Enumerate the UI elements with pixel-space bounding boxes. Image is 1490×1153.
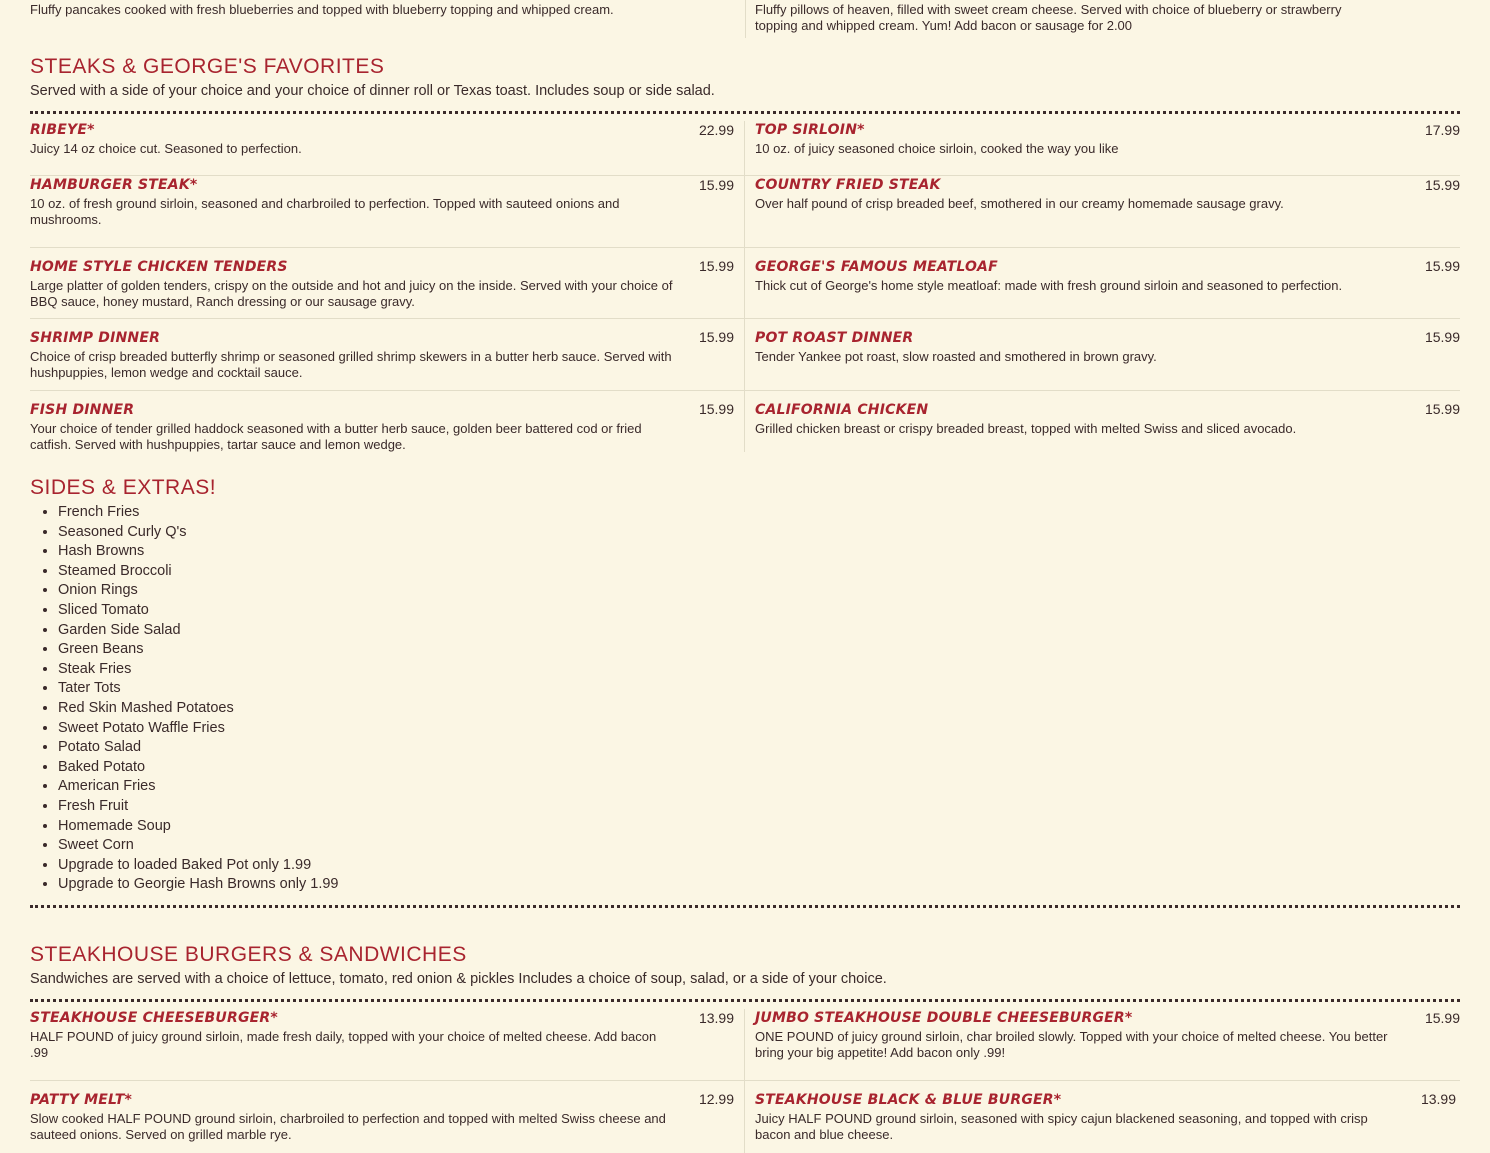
menu-item-price: 13.99 [1420, 1090, 1456, 1107]
menu-item-price: 15.99 [1424, 401, 1460, 417]
side-item: • Tater Tots [58, 679, 1460, 699]
section-description: Served with a side of your choice and your choice of dinner roll or Texas toast. Includes soup or side salad. [30, 83, 715, 99]
menu-item-name: GEORGE'S FAMOUS MEATLOAF [755, 259, 998, 275]
menu-item-price: 15.99 [1424, 177, 1460, 193]
menu-item-name: COUNTRY FRIED STEAK [755, 177, 941, 193]
side-item: • Baked Potato [58, 758, 1460, 778]
menu-item-name: TOP SIRLOIN* [755, 122, 865, 138]
menu-item-name: JUMBO STEAKHOUSE DOUBLE CHEESEBURGER* [755, 1009, 1133, 1026]
side-item: • Fresh Fruit [58, 797, 1460, 817]
section-title: STEAKHOUSE BURGERS & SANDWICHES [30, 942, 467, 966]
menu-item [745, 176, 1460, 248]
dotted-divider [30, 905, 1460, 908]
side-item: • Sweet Corn [58, 836, 1460, 856]
side-item: • Upgrade to Georgie Hash Browns only 1.99 [58, 875, 1460, 895]
menu-item [745, 391, 1460, 452]
menu-item [30, 248, 745, 319]
dotted-divider [30, 999, 1460, 1002]
section-steaks [30, 54, 1460, 452]
menu-item-description: ONE POUND of juicy ground sirloin, char broiled slowly. Topped with your choice of melted cheese. You better bring your big appetite! Add bacon only .99! [755, 1028, 1388, 1060]
menu-item-name: RIBEYE* [30, 122, 95, 138]
menu-grid [30, 1009, 1460, 1153]
menu-page [30, 0, 1460, 1153]
menu-item [745, 1081, 1460, 1153]
section-title: STEAKS & GEORGE'S FAVORITES [30, 55, 385, 78]
menu-item [745, 248, 1460, 319]
menu-item-price: 15.99 [698, 329, 734, 345]
menu-item-description: Juicy HALF POUND ground sirloin, seasoned with spicy cajun blackened seasoning, and topped with crisp bacon and blue cheese. [755, 1110, 1368, 1142]
column-divider [745, 0, 746, 38]
side-item: • Green Beans [58, 640, 1460, 660]
side-item: • Sliced Tomato [58, 601, 1460, 621]
menu-item-price: 12.99 [698, 1090, 734, 1107]
menu-item [30, 1009, 745, 1081]
menu-item-description: Over half pound of crisp breaded beef, smothered in our creamy homemade sausage gravy. [755, 196, 1284, 211]
menu-item-price: 15.99 [698, 258, 734, 274]
menu-item [745, 121, 1460, 176]
menu-item-blintzes [755, 0, 1365, 34]
menu-item-name: HAMBURGER STEAK* [30, 177, 198, 193]
side-item: • Hash Browns [58, 542, 1460, 562]
menu-item-price: 15.99 [698, 401, 734, 417]
menu-item [745, 1009, 1460, 1081]
side-item: • Sweet Potato Waffle Fries [58, 719, 1460, 739]
section-sides [30, 475, 1460, 908]
menu-item-price: 22.99 [698, 122, 734, 138]
menu-item-description: Tender Yankee pot roast, slow roasted and smothered in brown gravy. [755, 349, 1157, 364]
side-item: • Homemade Soup [58, 817, 1460, 837]
menu-item-price: 13.99 [698, 1009, 734, 1026]
menu-item-name: CALIFORNIA CHICKEN [755, 402, 929, 418]
menu-item-description: HALF POUND of juicy ground sirloin, made fresh daily, topped with your choice of melted cheese. Add bacon .99 [30, 1028, 657, 1060]
menu-item-price: 15.99 [1424, 258, 1460, 274]
menu-item [30, 1081, 745, 1153]
menu-item-description: 10 oz. of juicy seasoned choice sirloin, cooked the way you like [755, 141, 1119, 156]
side-item: • Steamed Broccoli [58, 562, 1460, 582]
side-item: • Seasoned Curly Q's [58, 523, 1460, 543]
dotted-divider [30, 111, 1460, 114]
menu-item-name: POT ROAST DINNER [755, 330, 914, 346]
menu-item-description: Your choice of tender grilled haddock seasoned with a butter herb sauce, golden beer battered cod or fried catfish. Served with hushpuppies, tartar sauce and lemon wedge. [30, 421, 642, 452]
menu-item-double-blue-pancakes [30, 0, 680, 18]
menu-item [30, 121, 745, 176]
menu-item [745, 319, 1460, 391]
menu-item-description: Fluffy pillows of heaven, filled with sweet cream cheese. Served with choice of blueberry or strawberry topping and whipped cream. Yum! Add bacon or sausage for 2.00 [755, 2, 1342, 33]
side-item: • Upgrade to loaded Baked Pot only 1.99 [58, 856, 1460, 876]
menu-item-name: STEAKHOUSE BLACK & BLUE BURGER* [755, 1091, 1062, 1108]
sides-list [30, 503, 1460, 895]
section-burgers [30, 942, 1460, 1153]
menu-item-price: 15.99 [698, 177, 734, 193]
menu-item-name: STEAKHOUSE CHEESEBURGER* [30, 1009, 278, 1026]
menu-item-price: 15.99 [1424, 1009, 1460, 1026]
menu-item-name: PATTY MELT* [30, 1091, 133, 1108]
side-item: • American Fries [58, 777, 1460, 797]
previous-section-items [30, 0, 1460, 54]
side-item: • French Fries [58, 503, 1460, 523]
menu-item-description: Grilled chicken breast or crispy breaded breast, topped with melted Swiss and sliced avocado. [755, 421, 1297, 436]
menu-item-name: HOME STYLE CHICKEN TENDERS [30, 259, 288, 275]
menu-item [30, 391, 745, 452]
menu-item-price: 15.99 [1424, 329, 1460, 345]
side-item: • Onion Rings [58, 581, 1460, 601]
side-item: • Steak Fries [58, 660, 1460, 680]
menu-item-price: 17.99 [1424, 122, 1460, 138]
section-description: Sandwiches are served with a choice of lettuce, tomato, red onion & pickles Includes a choice of soup, salad, or a side of your choice. [30, 970, 887, 987]
menu-item-description: Choice of crisp breaded butterfly shrimp or seasoned grilled shrimp skewers in a butter herb sauce. Served with hushpuppies, lemon wedge and cocktail sauce. [30, 349, 672, 380]
side-item: • Potato Salad [58, 738, 1460, 758]
menu-grid [30, 121, 1460, 452]
menu-item-description: Thick cut of George's home style meatloaf: made with fresh ground sirloin and seasoned to perfection. [755, 278, 1343, 293]
menu-item [30, 319, 745, 391]
side-item: • Garden Side Salad [58, 621, 1460, 641]
menu-item-description: Fluffy pancakes cooked with fresh blueberries and topped with blueberry topping and whipped cream. [30, 2, 614, 17]
section-title: SIDES & EXTRAS! [30, 476, 217, 499]
menu-item-name: FISH DINNER [30, 402, 135, 418]
side-item: • Red Skin Mashed Potatoes [58, 699, 1460, 719]
menu-item-description: Juicy 14 oz choice cut. Seasoned to perfection. [30, 141, 302, 156]
menu-item [30, 176, 745, 248]
menu-item-description: 10 oz. of fresh ground sirloin, seasoned and charbroiled to perfection. Topped with sauteed onions and mushrooms. [30, 196, 620, 227]
menu-item-description: Slow cooked HALF POUND ground sirloin, charbroiled to perfection and topped with melted Swiss cheese and sauteed onions. Served on grilled marble rye. [30, 1110, 666, 1142]
menu-item-description: Large platter of golden tenders, crispy on the outside and hot and juicy on the inside. Served with your choice of BBQ sauce, honey mustard, Ranch dressing or our sausage gravy. [30, 278, 673, 309]
menu-item-name: SHRIMP DINNER [30, 330, 161, 346]
